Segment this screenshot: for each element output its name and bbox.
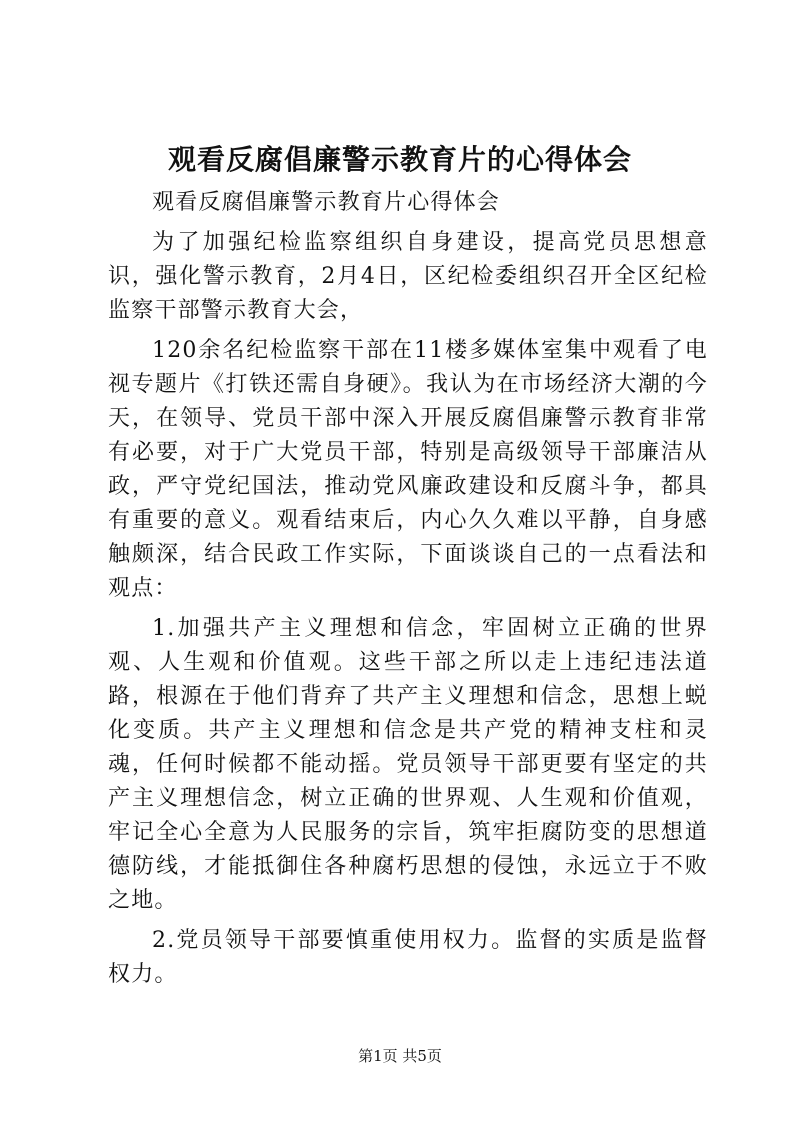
subtitle-paragraph: 观看反腐倡廉警示教育片心得体会 [152,190,501,215]
document-title: 观看反腐倡廉警示教育片的心得体会 [167,143,632,176]
page-footer: 第1页 共5页 [358,1047,442,1065]
body-paragraph: 1.加强共产主义理想和信念，牢固树立正确的世界观、人生观和价值观。这些干部之所以走上违纪违法道路，根源在于他们背弃了共产主义理想和信念，思想上蜕化变质。共产主义理想和信念是共产党的精神支柱和灵魂，任何时候都不能动摇。党员领导干部更要有坚定的共产主义理想信念，树立正确的世界观、人生观和价值观，牢记全心全意为人民服务的宗旨，筑牢拒腐防变的思想道德防线，才能抵御住各种腐朽思想的侵蚀，永远立于不败之地。 [108,616,708,913]
body-paragraph: 120余名纪检监察干部在11楼多媒体室集中观看了电视专题片《打铁还需自身硬》。我认为在市场经济大潮的今天，在领导、党员干部中深入开展反腐倡廉警示教育非常有必要，对于广大党员干部，特别是高级领导干部廉洁从政，严守党纪国法，推动党风廉政建设和反腐斗争，都具有重要的意义。观看结束后，内心久久难以平静，自身感触颇深，结合民政工作实际，下面谈谈自己的一点看法和观点： [108,338,708,601]
document-body [108,186,708,998]
body-paragraph: 为了加强纪检监察组织自身建设，提高党员思想意识，强化警示教育，2月4日，区纪检委组织召开全区纪检监察干部警示教育大会， [108,230,708,323]
body-paragraph: 2.党员领导干部要慎重使用权力。监督的实质是监督权力。 [108,928,708,987]
